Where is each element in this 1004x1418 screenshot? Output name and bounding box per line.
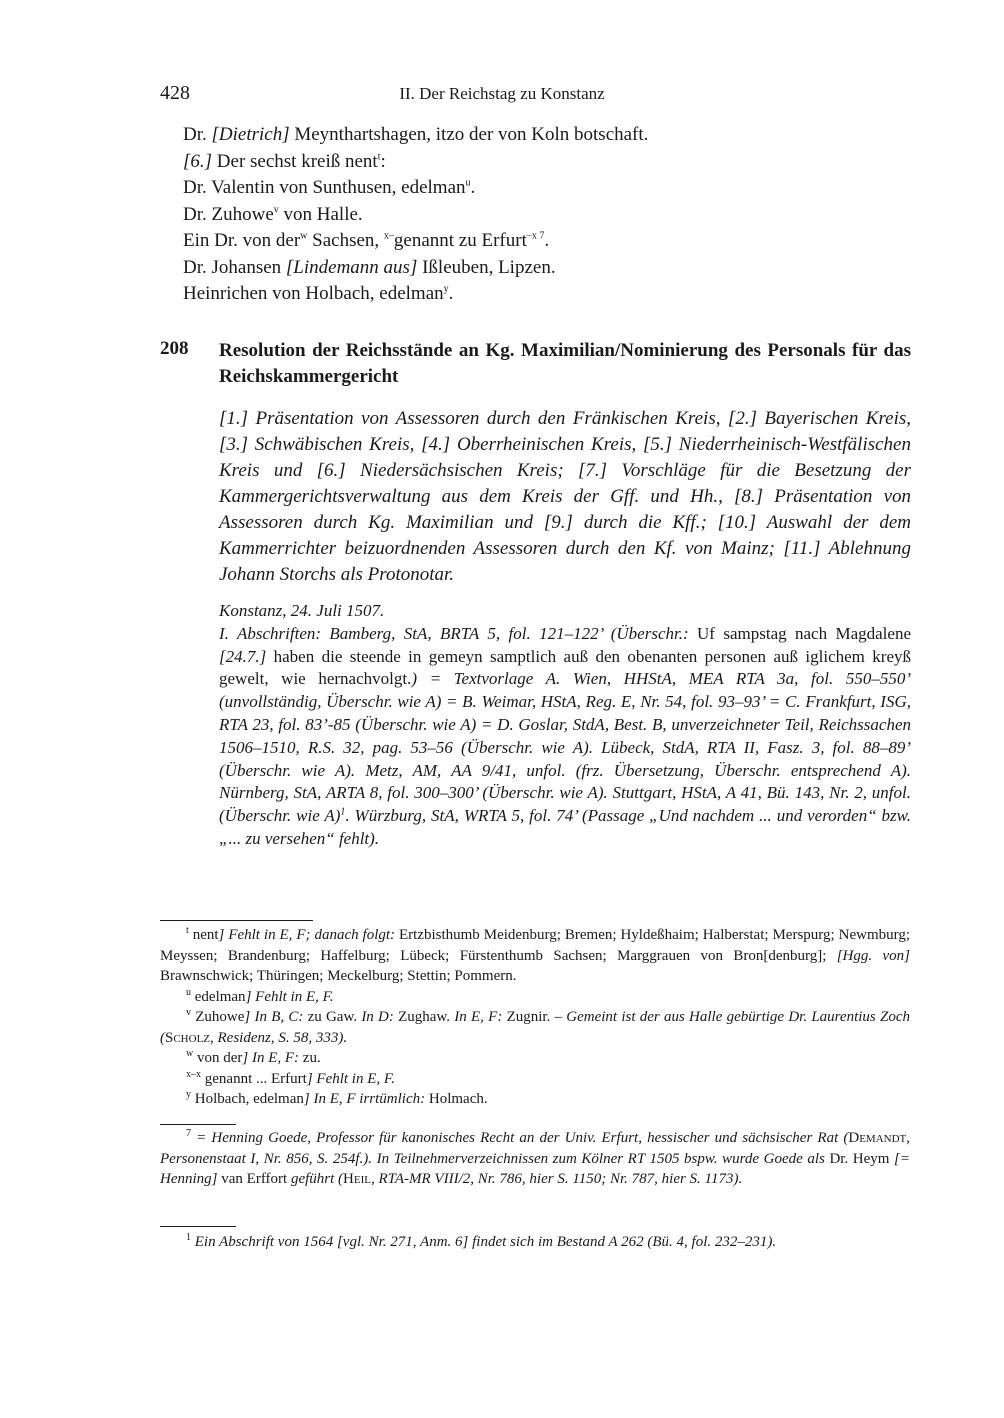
name-line-7: Heinrichen von Holbach, edelman$^y$. xyxy=(183,283,454,304)
footnote-rule xyxy=(160,1124,236,1125)
place-date: Konstanz, 24. Juli 1507. xyxy=(219,601,385,620)
footnote-ref[interactable]: 1 xyxy=(340,806,346,818)
footnote-rule xyxy=(160,920,313,921)
footnote-y: $^y$ Holbach, edelman] In E, F irrtümlich: Holmach. xyxy=(186,1089,488,1107)
footnote-ref[interactable]: y xyxy=(443,283,449,295)
name-line-6: Dr. Johansen [Lindemann aus] Ißleuben, Lipzen. xyxy=(183,256,556,278)
footnote-ref[interactable]: x– xyxy=(383,230,394,242)
name-line-4: Dr. Zuhowe$^v$ von Halle. xyxy=(183,203,363,225)
page-number: 428 xyxy=(160,82,190,104)
regest: [1.] Präsentation von Assessoren durch den Fränkischen Kreis, [2.] Bayerischen Kreis, [3.] Schwäbischen Kreis, [4.] Oberrheinischen Kreis, [5.] Niederrheinisch-Westfälischen Kreis und [6.] Niedersächsischen Kreis; [7.] Vorschläge für die Besetzung der Kammergerichtsverwaltung aus dem Kreis der Gff. und Hh., [8.] Präsentation von Assessoren durch Kg. Maximilian und [9.] durch die Kff.; [10.] Auswahl der dem Kammerrichter beizuordnenden Assessoren durch den Kf. von Mainz; [11.] Ablehnung Johann Storchs als Protonotar. xyxy=(219,408,911,585)
footnotes-letters xyxy=(160,925,910,1110)
footnote-ref[interactable]: t xyxy=(377,151,381,163)
source-description: I. Abschriften: Bamberg, StA, BRTA 5, fol. 121–122’ (Überschr.: Uf sampstag nach Magdalene [24.7.] haben die steende in gemeyn samptlich auß den obenanten personen auß iglichem kreyß gewelt, wie hernachvolgt.) = Textvorlage A. Wien, HHStA, MEA RTA 3a, fol. 550–550’ (unvollständig, Überschr. wie A) = B. Weimar, HStA, Reg. E, Nr. 54, fol. 93–93’ = C. Frankfurt, ISG, RTA 23, fol. 83’-85 (Überschr. wie A) = D. Goslar, StdA, Best. B, unverzeichneter Teil, Reichssachen 1506–1510, R.S. 32, pag. 53–56 (Überschr. wie A). Lübeck, StdA, RTA II, Fasz. 3, fol. 88–89’ (Überschr. wie A). Metz, AM, AA 9/41, unfol. (frz. Übersetzung, Überschr. entsprechend A). Nürnberg, StA, ARTA 8, fol. 300–300’ (Überschr. wie A). Stuttgart, HStA, A 41, Bü. 143, Nr. 2, unfol. (Überschr. wie A)$^1$. Würzburg, StA, WRTA 5, fol. 74’ (Passage „Und nachdem ... und verorden“ bzw. „... zu versehen“ fehlt). xyxy=(219,623,911,848)
footnote-t: $^t$ nent] Fehlt in E, F; danach folgt: Ertzbisthumb Meidenburg; Bremen; Hyldeßhaim; Halberstat; Merspurg; Newmburg; Meyssen; Brandenburg; Haffelburg; Lübeck; Fürstenthumb Sachsen; Marggrauen von Bron[denburg]; [Hgg. von] Brawnschwick; Thüringen; Meckelburg; Stettin; Pommern. xyxy=(160,925,910,984)
running-head: II. Der Reichstag zu Konstanz xyxy=(399,84,605,103)
name-line-2: [6.] Der sechst kreiß nent$^t$: xyxy=(183,150,386,172)
footnote-ref[interactable]: –x 7 xyxy=(526,230,545,242)
footnote-rule xyxy=(160,1226,236,1227)
footnote-u: $^u$ edelman] Fehlt in E, F. xyxy=(186,986,334,1005)
name-line-1: Dr. [Dietrich] Meynthartshagen, itzo der von Koln botschaft. xyxy=(183,124,649,145)
footnote-ref[interactable]: u xyxy=(465,177,471,189)
footnote-ref[interactable]: w xyxy=(300,230,308,242)
name-list xyxy=(183,122,903,308)
footnote-7: $^7$ = Henning Goede, Professor für kanonisches Recht an der Univ. Erfurt, hessischer und sächsischer Rat (Demandt, Personenstaat I, Nr. 856, S. 254f.). In Teilnehmerverzeichnissen zum Kölner RT 1505 bspw. wurde Goede als Dr. Heym [= Henning] van Erffort geführt (Heil, RTA-MR VIII/2, Nr. 786, hier S. 1150; Nr. 787, hier S. 1173). xyxy=(160,1128,910,1187)
footnote-1: $^1$ Ein Abschrift von 1564 [vgl. Nr. 271, Anm. 6] findet sich im Bestand A 262 (Bü. 4, fol. 232–231). xyxy=(186,1232,777,1250)
name-line-3: Dr. Valentin von Sunthusen, edelman$^u$. xyxy=(183,177,476,198)
footnote-w: $^w$ von der] In E, F: zu. xyxy=(186,1048,321,1066)
document-number: 208 xyxy=(160,338,189,359)
footnote-ref[interactable]: v xyxy=(273,204,279,216)
name-line-5: Ein Dr. von der$^w$ Sachsen, $^{x-}$genannt zu Erfurt$^{-x 7}$. xyxy=(183,230,550,251)
source-notes xyxy=(219,600,911,851)
document-title: Resolution der Reichsstände an Kg. Maximilian/Nominierung des Personals für das Reichskammergericht xyxy=(219,340,911,387)
footnote-v: $^v$ Zuhowe] In B, C: zu Gaw. In D: Zughaw. In E, F: Zugnir. – Gemeint ist der aus Halle gebürtige Dr. Laurentius Zoch (Scholz, Residenz, S. 58, 333). xyxy=(160,1007,910,1046)
footnote-x: $^{x-x}$ genannt ... Erfurt] Fehlt in E, F. xyxy=(186,1068,395,1087)
